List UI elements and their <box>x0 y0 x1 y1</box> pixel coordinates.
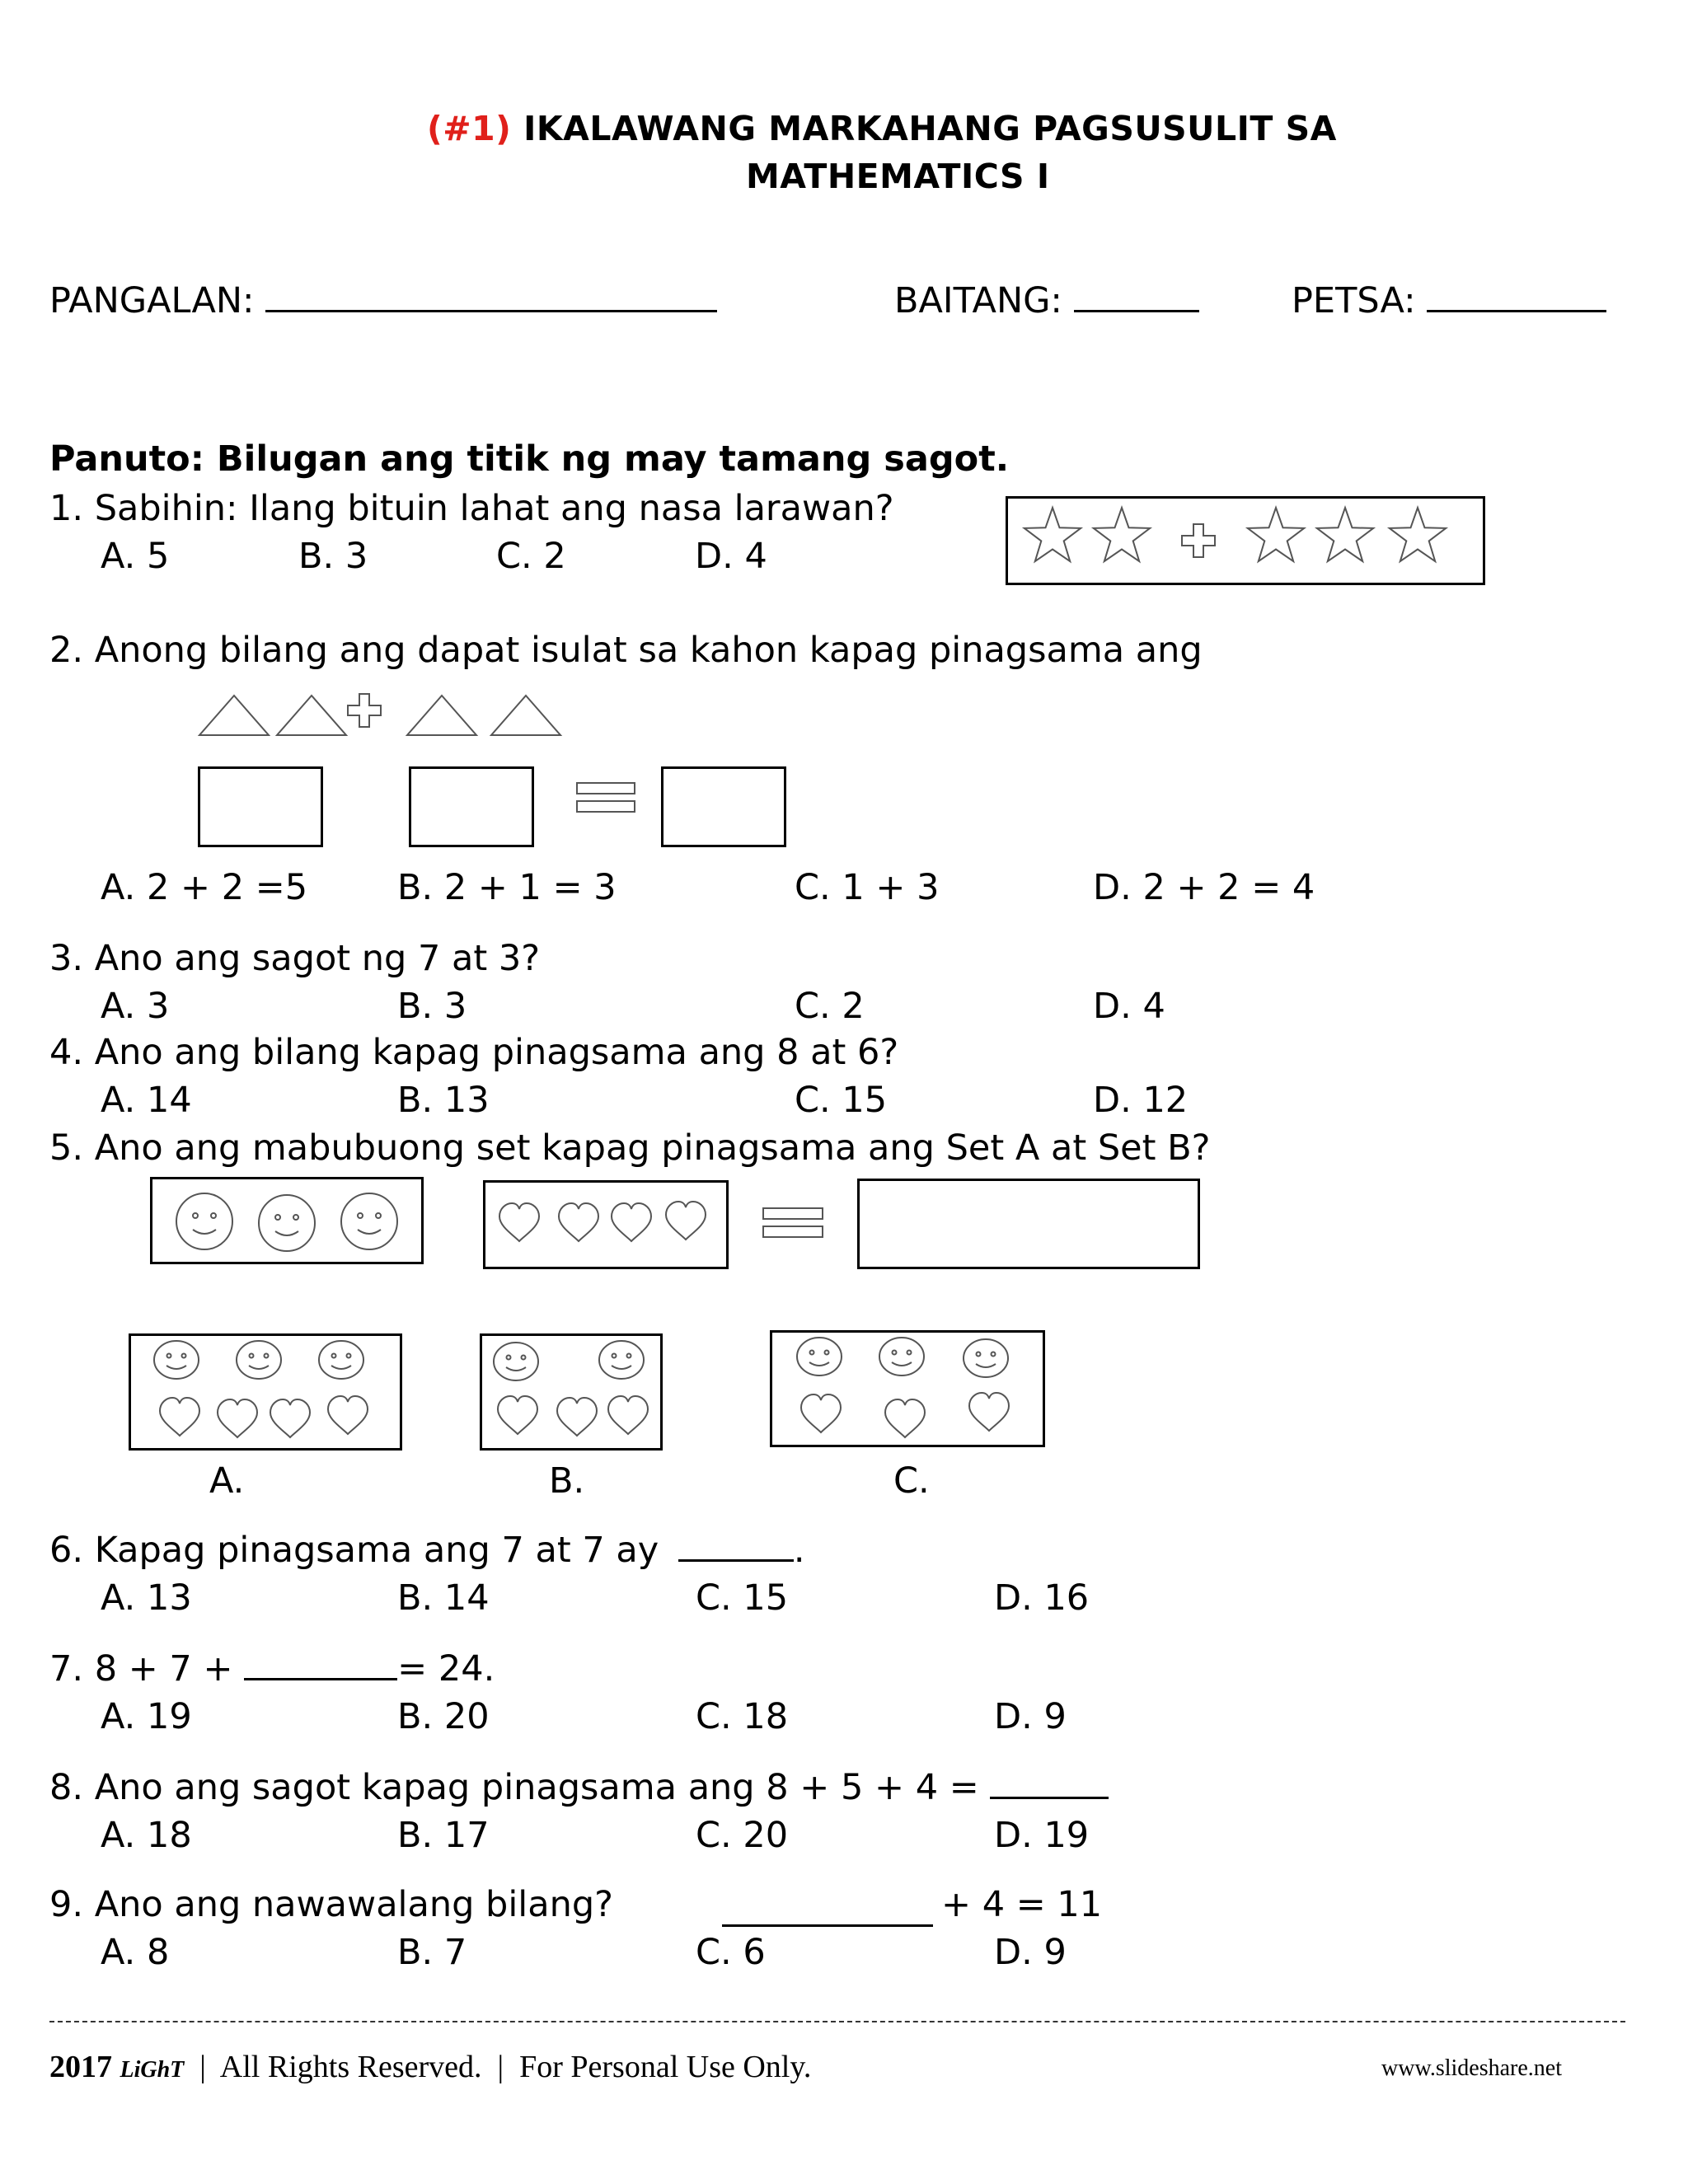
q5-choice-b[interactable]: B. <box>549 1460 585 1502</box>
q7-blank[interactable] <box>244 1677 397 1680</box>
q2-choice-c[interactable]: C. 1 + 3 <box>795 867 940 908</box>
equals-icon <box>762 1207 824 1240</box>
q2-choice-b[interactable]: B. 2 + 1 = 3 <box>397 867 617 908</box>
title-number-tag: (#1) <box>427 109 512 148</box>
smiley-icon <box>879 1338 924 1376</box>
footer-year: 2017 <box>49 2050 112 2084</box>
q9-suffix: + 4 = 11 <box>941 1884 1103 1925</box>
q5-option-c-art <box>770 1330 1045 1447</box>
heart-icon <box>666 1202 706 1240</box>
name-field <box>49 280 717 321</box>
date-label: PETSA: <box>1292 280 1416 321</box>
footer-brand: LiGhT <box>120 2057 185 2083</box>
star-icon <box>1025 508 1081 561</box>
heart-icon <box>499 1203 539 1241</box>
q9-choice-b[interactable]: B. 7 <box>397 1932 467 1973</box>
q5-option-b-art <box>480 1333 663 1451</box>
q7-suffix: = 24. <box>397 1648 495 1690</box>
q4-choice-c[interactable]: C. 15 <box>795 1080 888 1121</box>
name-blank[interactable] <box>265 309 717 312</box>
heart-icon <box>885 1399 925 1437</box>
q2-answer-box-1[interactable] <box>198 766 323 847</box>
q6-suffix: . <box>793 1530 805 1571</box>
q9-blank[interactable] <box>722 1924 933 1927</box>
question-1-text: 1. Sabihin: Ilang bituin lahat ang nasa larawan? <box>49 488 894 529</box>
q2-choice-a[interactable]: A. 2 + 2 =5 <box>101 867 308 908</box>
smiley-icon <box>494 1343 538 1380</box>
footer-use: For Personal Use Only. <box>519 2050 812 2084</box>
grade-blank[interactable] <box>1074 309 1199 312</box>
date-field <box>1292 280 1606 321</box>
question-5-text: 5. Ano ang mabubuong set kapag pinagsama ang Set A at Set B? <box>49 1127 1211 1169</box>
page-subtitle: MATHEMATICS I <box>746 157 1050 196</box>
name-label: PANGALAN: <box>49 280 255 321</box>
page-title <box>427 109 1337 148</box>
smiley-icon <box>797 1338 842 1376</box>
instructions: Panuto: Bilugan ang titik ng may tamang sagot. <box>49 438 1010 480</box>
q1-choice-a[interactable]: A. 5 <box>101 536 170 577</box>
q6-choice-b[interactable]: B. 14 <box>397 1577 490 1619</box>
question-9-text: 9. Ano ang nawawalang bilang? <box>49 1884 613 1925</box>
triangle-icon <box>199 696 269 735</box>
q8-prompt: 8. Ano ang sagot kapag pinagsama ang 8 + 5 + 4 = <box>49 1767 979 1808</box>
triangle-icon <box>277 696 346 735</box>
heart-icon <box>270 1399 310 1437</box>
q8-choice-d[interactable]: D. 19 <box>994 1815 1090 1856</box>
question-8-text <box>49 1767 1109 1808</box>
q6-blank[interactable] <box>678 1558 794 1562</box>
q6-prompt: 6. Kapag pinagsama ang 7 at 7 ay <box>49 1530 659 1571</box>
heart-icon <box>218 1399 257 1437</box>
date-blank[interactable] <box>1427 309 1606 312</box>
q5-choice-a[interactable]: A. <box>209 1460 245 1502</box>
grade-label: BAITANG: <box>894 280 1062 321</box>
footer-separator: | <box>497 2050 504 2084</box>
smiley-icon <box>259 1195 315 1251</box>
star-icon <box>1390 508 1446 561</box>
q2-answer-box-3[interactable] <box>661 766 786 847</box>
q7-prompt: 7. 8 + 7 + <box>49 1648 233 1690</box>
q7-choice-a[interactable]: A. 19 <box>101 1696 192 1737</box>
heart-icon <box>801 1394 841 1432</box>
smiley-icon <box>176 1193 232 1249</box>
q7-choice-b[interactable]: B. 20 <box>397 1696 490 1737</box>
q4-choice-a[interactable]: A. 14 <box>101 1080 192 1121</box>
q8-blank[interactable] <box>990 1796 1109 1799</box>
q3-choice-d[interactable]: D. 4 <box>1093 986 1165 1027</box>
smiley-icon <box>154 1341 199 1379</box>
smiley-icon <box>319 1341 363 1379</box>
q3-choice-c[interactable]: C. 2 <box>795 986 865 1027</box>
heart-icon <box>559 1203 598 1241</box>
title-line1: IKALAWANG MARKAHANG PAGSUSULIT SA <box>523 109 1337 148</box>
triangle-icon <box>407 696 476 735</box>
q4-choice-b[interactable]: B. 13 <box>397 1080 490 1121</box>
question-4-text: 4. Ano ang bilang kapag pinagsama ang 8 at 6? <box>49 1032 899 1073</box>
q8-choice-b[interactable]: B. 17 <box>397 1815 490 1856</box>
q6-choice-d[interactable]: D. 16 <box>994 1577 1090 1619</box>
smiley-icon <box>341 1193 397 1249</box>
q5-choice-c[interactable]: C. <box>893 1460 930 1502</box>
footer-credits <box>49 2049 811 2085</box>
heart-icon <box>160 1398 199 1436</box>
set-a-art <box>150 1177 424 1264</box>
question-7-text <box>49 1648 495 1690</box>
q2-answer-box-2[interactable] <box>409 766 534 847</box>
smiley-icon <box>237 1341 281 1379</box>
footer-rights: All Rights Reserved. <box>219 2050 482 2084</box>
question-3-text: 3. Ano ang sagot ng 7 at 3? <box>49 938 541 979</box>
q9-choice-a[interactable]: A. 8 <box>101 1932 170 1973</box>
q8-choice-c[interactable]: C. 20 <box>696 1815 789 1856</box>
smiley-icon <box>599 1341 644 1379</box>
q1-choice-b[interactable]: B. 3 <box>298 536 368 577</box>
question-6-text <box>49 1530 805 1571</box>
heart-icon <box>612 1203 651 1241</box>
q3-choice-b[interactable]: B. 3 <box>397 986 467 1027</box>
q9-choice-d[interactable]: D. 9 <box>994 1932 1067 1973</box>
heart-icon <box>498 1396 537 1434</box>
heart-icon <box>328 1396 368 1434</box>
q6-choice-c[interactable]: C. 15 <box>696 1577 789 1619</box>
q5-option-a-art <box>129 1333 402 1451</box>
q2-triangles-art <box>196 691 567 738</box>
q1-choice-d[interactable]: D. 4 <box>695 536 767 577</box>
smiley-icon <box>964 1339 1008 1377</box>
star-icon <box>1317 508 1373 561</box>
q3-choice-a[interactable]: A. 3 <box>101 986 170 1027</box>
star-icon <box>1094 508 1150 561</box>
q7-choice-c[interactable]: C. 18 <box>696 1696 789 1737</box>
heart-icon <box>608 1396 648 1434</box>
plus-icon <box>1182 524 1215 557</box>
equals-icon <box>575 781 636 814</box>
grade-field <box>894 280 1199 321</box>
q9-choice-c[interactable]: C. 6 <box>696 1932 766 1973</box>
q5-answer-box[interactable] <box>857 1179 1200 1269</box>
q7-choice-d[interactable]: D. 9 <box>994 1696 1067 1737</box>
star-icon <box>1248 508 1304 561</box>
triangle-icon <box>491 696 560 735</box>
heart-icon <box>557 1398 597 1436</box>
footer-site[interactable]: www.slideshare.net <box>1381 2055 1563 2081</box>
q1-choice-c[interactable]: C. 2 <box>496 536 566 577</box>
q1-stars-art <box>1006 496 1485 585</box>
plus-icon <box>348 694 381 727</box>
q8-choice-a[interactable]: A. 18 <box>101 1815 192 1856</box>
footer-divider <box>49 2021 1625 2022</box>
set-b-art <box>483 1180 729 1269</box>
footer-separator: | <box>199 2050 206 2084</box>
q2-choice-d[interactable]: D. 2 + 2 = 4 <box>1093 867 1315 908</box>
question-2-text: 2. Anong bilang ang dapat isulat sa kahon kapag pinagsama ang <box>49 630 1203 671</box>
q4-choice-d[interactable]: D. 12 <box>1093 1080 1189 1121</box>
q6-choice-a[interactable]: A. 13 <box>101 1577 192 1619</box>
heart-icon <box>969 1393 1009 1431</box>
